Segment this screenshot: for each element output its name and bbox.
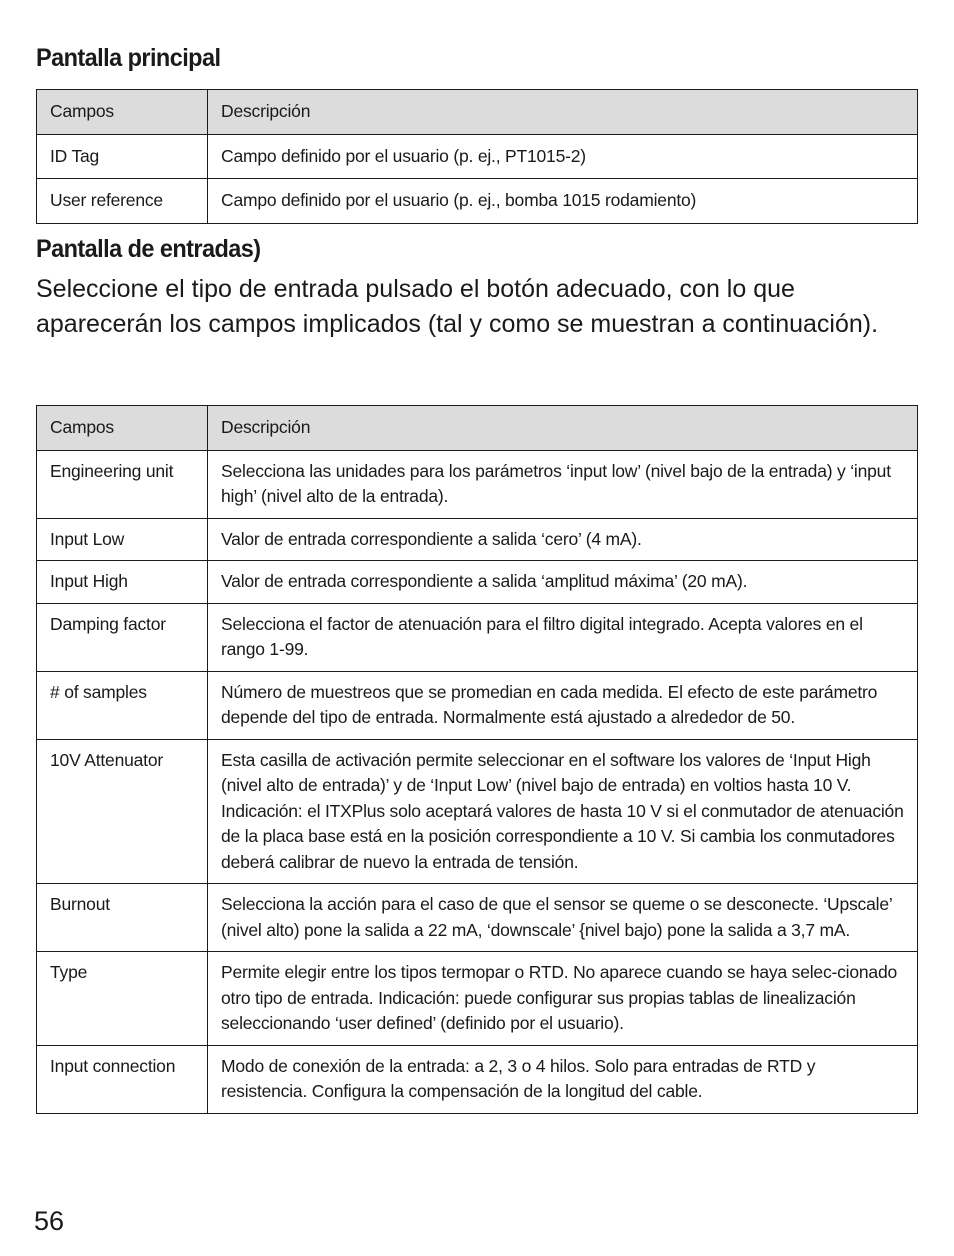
field-name: Type (37, 952, 208, 1046)
table-row (37, 952, 918, 1046)
field-name: User reference (37, 179, 208, 224)
field-name: 10V Attenuator (37, 739, 208, 884)
header-description: Descripción (208, 90, 918, 135)
field-description: Selecciona la acción para el caso de que el sensor se queme o se desconecte. ‘Upscale’ (nivel alto) pone la salida a 22 mA, ‘downscale’ {nivel bajo) pone la salida a 3,7 mA. (208, 884, 918, 952)
field-name: Input connection (37, 1045, 208, 1113)
table-header-row (37, 406, 918, 451)
section-title-input-screen: Pantalla de entradas) (36, 235, 261, 263)
field-description: Valor de entrada correspondiente a salida ‘amplitud máxima’ (20 mA). (208, 561, 918, 604)
field-description: Selecciona las unidades para los parámetros ‘input low’ (nivel bajo de la entrada) y ‘input high’ (nivel alto de la entrada). (208, 450, 918, 518)
field-description: Permite elegir entre los tipos termopar o RTD. No aparece cuando se haya selec-cionado otro tipo de entrada. Indicación: puede configurar sus propias tablas de linealización seleccionando ‘user defined’ (definido por el usuario). (208, 952, 918, 1046)
field-description: Campo definido por el usuario (p. ej., bomba 1015 rodamiento) (208, 179, 918, 224)
field-description: Número de muestreos que se promedian en cada medida. El efecto de este parámetro depende del tipo de entrada. Normalmente está ajustado a alrededor de 50. (208, 671, 918, 739)
table-row (37, 450, 918, 518)
table-row (37, 134, 918, 179)
field-description: Campo definido por el usuario (p. ej., PT1015-2) (208, 134, 918, 179)
table-row (37, 1045, 918, 1113)
field-name: Damping factor (37, 603, 208, 671)
field-name: Burnout (37, 884, 208, 952)
table-row (37, 739, 918, 884)
table-header-row (37, 90, 918, 135)
field-name: # of samples (37, 671, 208, 739)
field-name: Input High (37, 561, 208, 604)
field-description: Selecciona el factor de atenuación para el filtro digital integrado. Acepta valores en el rango 1-99. (208, 603, 918, 671)
section-title-main-screen: Pantalla principal (36, 44, 221, 72)
page-number: 56 (34, 1206, 65, 1236)
header-fields: Campos (37, 406, 208, 451)
field-name: Engineering unit (37, 450, 208, 518)
header-fields: Campos (37, 90, 208, 135)
header-description: Descripción (208, 406, 918, 451)
intro-paragraph: Seleccione el tipo de entrada pulsado el botón adecuado, con lo que aparecerán los campos implicados (tal y como se muestran a continuación). (36, 275, 879, 338)
field-name: Input Low (37, 518, 208, 561)
table-row (37, 179, 918, 224)
table-row (37, 884, 918, 952)
field-name: ID Tag (37, 134, 208, 179)
main-screen-table (36, 89, 918, 224)
field-description: Valor de entrada correspondiente a salida ‘cero’ (4 mA). (208, 518, 918, 561)
field-description: Esta casilla de activación permite seleccionar en el software los valores de ‘Input High (nivel alto de entrada)’ y de ‘Input Low’ (nivel bajo de entrada) en voltios hasta 10 V. Indicación: el ITXPlus solo aceptará valores de hasta 10 V si el conmutador de atenuación de la placa base está en la posición correspondiente a 10 V. Si cambia los conmutadores deberá calibrar de nuevo la entrada de tensión. (208, 739, 918, 884)
table-row (37, 518, 918, 561)
input-screen-table (36, 405, 918, 1114)
field-description: Modo de conexión de la entrada: a 2, 3 o 4 hilos. Solo para entradas de RTD y resistencia. Configura la compensación de la longitud del cable. (208, 1045, 918, 1113)
table-row (37, 671, 918, 739)
table-row (37, 603, 918, 671)
table-row (37, 561, 918, 604)
